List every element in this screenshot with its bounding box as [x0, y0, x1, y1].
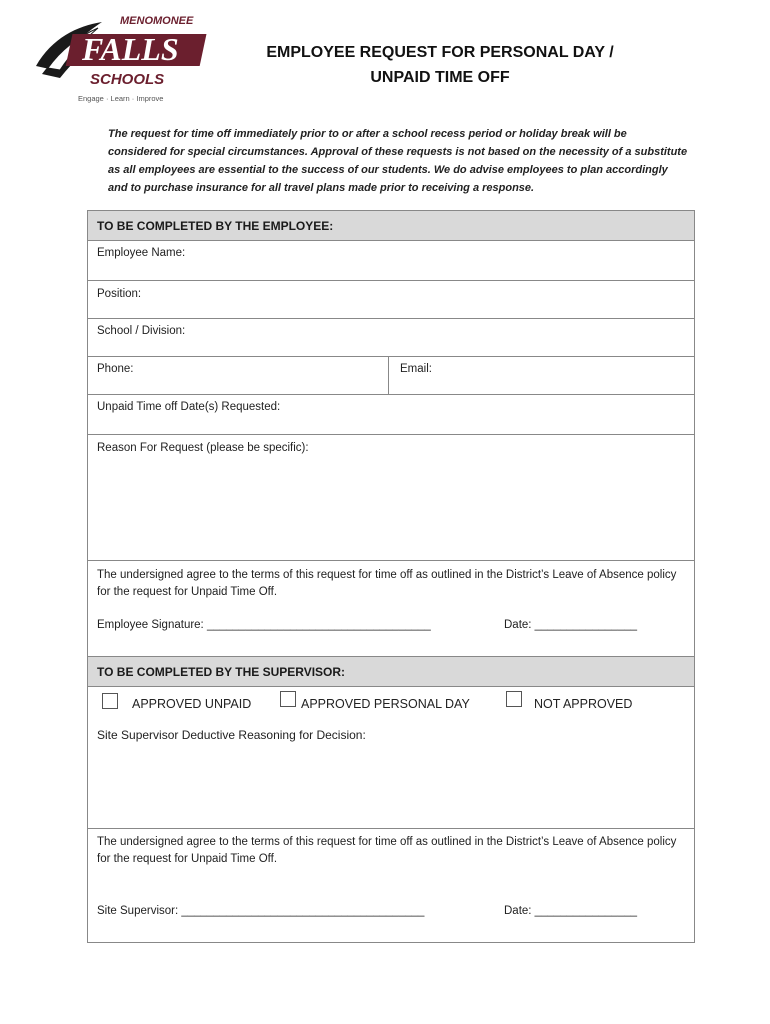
- school-division-row[interactable]: [88, 319, 694, 357]
- phone-label: Phone:: [97, 363, 134, 375]
- school-division-label: School / Division:: [97, 325, 186, 337]
- reason-label: Reason For Request (please be specific):: [97, 442, 309, 454]
- position-row[interactable]: [88, 281, 694, 319]
- supervisor-signature-line[interactable]: Site Supervisor: ______________________________________: [97, 905, 425, 917]
- dates-requested-row[interactable]: [88, 395, 694, 435]
- not-approved-label: NOT APPROVED: [534, 697, 633, 711]
- title-line-1: EMPLOYEE REQUEST FOR PERSONAL DAY /: [266, 44, 614, 61]
- phone-email-row: [88, 357, 694, 395]
- supervisor-date-line[interactable]: Date: ________________: [504, 905, 638, 917]
- employee-agreement-row: [88, 561, 694, 657]
- approved-unpaid-label: APPROVED UNPAID: [132, 697, 252, 711]
- approved-personal-day-checkbox[interactable]: [280, 691, 296, 707]
- svg-text:SCHOOLS: SCHOOLS: [90, 71, 165, 88]
- supervisor-section-heading: TO BE COMPLETED BY THE SUPERVISOR:: [88, 657, 694, 687]
- supervisor-reasoning-label: Site Supervisor Deductive Reasoning for Decision:: [97, 728, 366, 742]
- employee-name-label: Employee Name:: [97, 247, 186, 259]
- reason-row[interactable]: [88, 435, 694, 561]
- approved-personal-day-label: APPROVED PERSONAL DAY: [301, 697, 470, 711]
- supervisor-agreement-row: [88, 829, 694, 942]
- employee-name-row[interactable]: [88, 241, 694, 281]
- supervisor-decision-row: [88, 687, 694, 829]
- phone-email-divider: [388, 357, 389, 394]
- page-title: [220, 40, 660, 90]
- employee-date-line[interactable]: Date: ________________: [504, 619, 638, 631]
- intro-paragraph: The request for time off immediately prior to or after a school recess period or holiday break will be considered for special circumstances. Approval of these requests is not based on the necessity of a substitute as all employees are essential to the success of our students. We do advise employees to plan accordingly and to purchase insurance for all travel plans made prior to receiving a response.: [108, 128, 688, 194]
- district-logo: [32, 8, 232, 106]
- approved-unpaid-checkbox[interactable]: [102, 693, 118, 709]
- employee-signature-line[interactable]: Employee Signature: ___________________________________: [97, 619, 431, 631]
- svg-text:FALLS: FALLS: [82, 31, 179, 67]
- employee-section-heading: TO BE COMPLETED BY THE EMPLOYEE:: [88, 211, 694, 241]
- email-label: Email:: [400, 363, 432, 375]
- svg-text:Engage · Learn · Improve: Engage · Learn · Improve: [78, 94, 164, 103]
- position-label: Position:: [97, 288, 142, 300]
- title-line-2: UNPAID TIME OFF: [370, 69, 510, 86]
- not-approved-checkbox[interactable]: [506, 691, 522, 707]
- request-form: [87, 210, 695, 943]
- dates-requested-label: Unpaid Time off Date(s) Requested:: [97, 401, 281, 413]
- supervisor-agreement-text: The undersigned agree to the terms of this request for time off as outlined in the District’s Leave of Absence policy for the request for Unpaid Time Off.: [97, 836, 677, 865]
- feather-logo-icon: [32, 8, 232, 106]
- svg-text:MENOMONEE: MENOMONEE: [120, 15, 194, 27]
- employee-agreement-text: The undersigned agree to the terms of this request for time off as outlined in the District’s Leave of Absence policy for the request for Unpaid Time Off.: [97, 569, 677, 598]
